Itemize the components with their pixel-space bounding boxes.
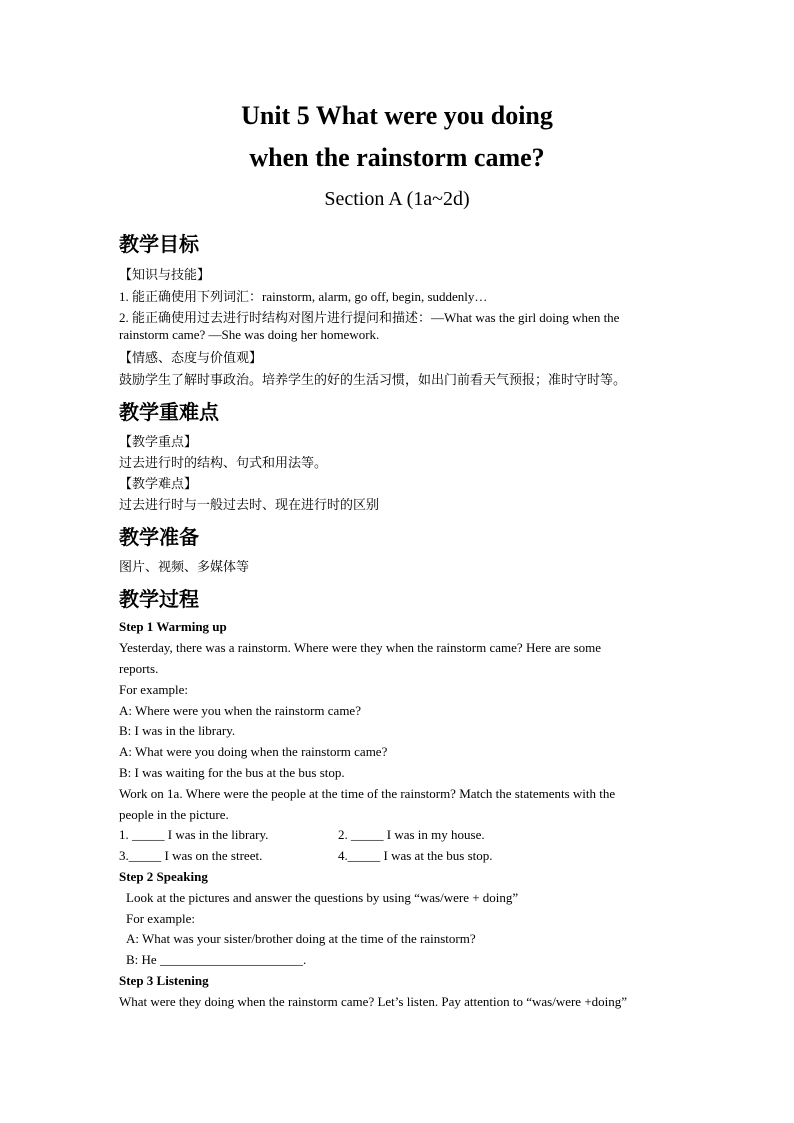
dialogue-line-2: B: I was in the library. xyxy=(119,723,236,738)
label-knowledge-skills: 【知识与技能】 xyxy=(119,268,211,283)
label-difficulty: 【教学难点】 xyxy=(119,477,198,492)
step1-paragraph-cont: reports. xyxy=(119,661,159,676)
dialogue-line-1: A: Where were you when the rainstorm came? xyxy=(119,703,361,718)
focus-text: 过去进行时的结构、句式和用法等。 xyxy=(119,456,328,471)
step2-example-label: For example: xyxy=(126,911,195,926)
heading-preparation: 教学准备 xyxy=(119,525,199,549)
heading-objectives: 教学目标 xyxy=(119,232,199,256)
step2-dialogue-a: A: What was your sister/brother doing at the time of the rainstorm? xyxy=(126,931,476,946)
emotion-text: 鼓励学生了解时事政治。培养学生的好的生活习惯，如出门前看天气预报；准时守时等。 xyxy=(119,373,627,388)
step3-paragraph: What were they doing when the rainstorm came? Let’s listen. Pay attention to “was/were +doing” xyxy=(119,994,628,1009)
work-1a-text: Work on 1a. Where were the people at the time of the rainstorm? Match the statements with the xyxy=(119,786,616,801)
step1-title: Step 1 Warming up xyxy=(119,619,227,634)
dialogue-line-4: B: I was waiting for the bus at the bus stop. xyxy=(119,765,345,780)
step2-dialogue-b: B: He ______________________. xyxy=(126,952,307,967)
heading-key-points: 教学重难点 xyxy=(119,400,219,424)
dialogue-line-3: A: What were you doing when the rainstorm came? xyxy=(119,744,388,759)
label-focus: 【教学重点】 xyxy=(119,435,198,450)
title-line-1: Unit 5 What were you doing xyxy=(241,101,553,130)
work-1a-text-cont: people in the picture. xyxy=(119,807,229,822)
match-item-1: 1. _____ I was in the library. xyxy=(119,827,269,842)
subtitle: Section A (1a~2d) xyxy=(324,188,470,210)
title-line-2: when the rainstorm came? xyxy=(249,143,545,172)
objective-item-2-cont: rainstorm came? —She was doing her homework. xyxy=(119,327,380,342)
objective-item-2: 2. 能正确使用过去进行时结构对图片进行提问和描述：—What was the girl doing when the xyxy=(119,310,620,325)
step3-title: Step 3 Listening xyxy=(119,973,209,988)
label-emotion-values: 【情感、态度与价值观】 xyxy=(119,351,263,366)
example-label: For example: xyxy=(119,682,188,697)
step2-title: Step 2 Speaking xyxy=(119,869,208,884)
step1-paragraph: Yesterday, there was a rainstorm. Where were they when the rainstorm came? Here are some xyxy=(119,640,602,655)
match-item-3: 3._____ I was on the street. xyxy=(119,848,263,863)
preparation-text: 图片、视频、多媒体等 xyxy=(119,560,250,575)
match-item-4: 4._____ I was at the bus stop. xyxy=(338,848,493,863)
objective-item-1: 1. 能正确使用下列词汇：rainstorm, alarm, go off, begin, suddenly… xyxy=(119,289,488,304)
step2-paragraph: Look at the pictures and answer the questions by using “was/were + doing” xyxy=(126,890,519,905)
heading-process: 教学过程 xyxy=(119,587,199,611)
match-item-2: 2. _____ I was in my house. xyxy=(338,827,485,842)
difficulty-text: 过去进行时与一般过去时、现在进行时的区别 xyxy=(119,498,380,513)
